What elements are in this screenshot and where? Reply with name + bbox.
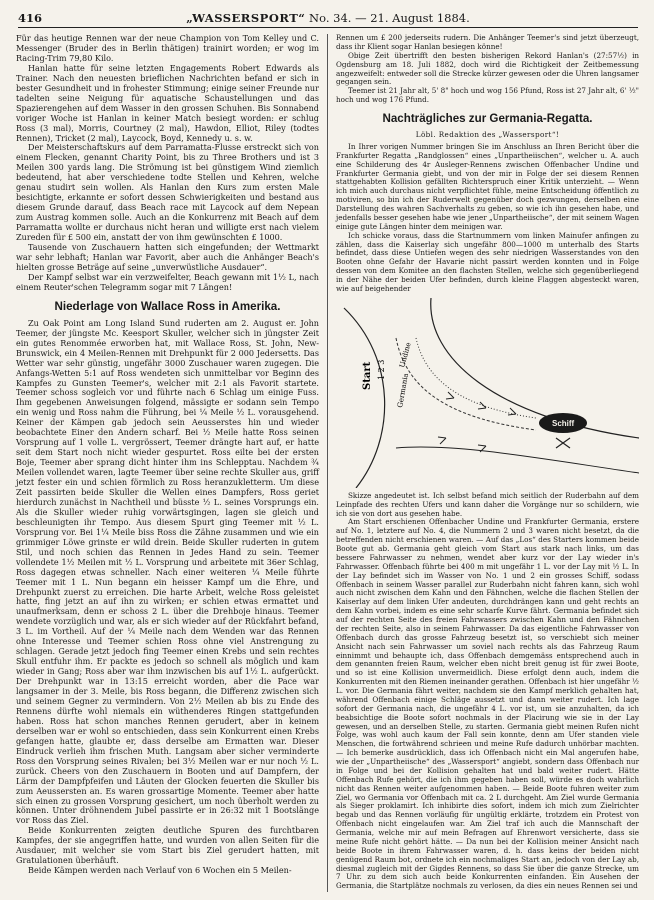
paragraph: Skizze angedeutet ist. Ich selbst befand mich seitlich der Ruderbahn auf dem Leinpfade des rechten Ufers und kann daher die Vorgänge nur so schildern, wie ich sie von dort aus gesehen habe. [336,490,639,518]
paragraph: Ich schicke voraus, dass die Startnummern vom linken Mainufer anfingen zu zählen, dass die Kaiserlay sich ungefähr 800—1000 m unterhalb des Starts befindet, dass diese Untiefen wegen des sehr niedrigen Wasserstandes von den Booten ohne Gefahr der Havarie nicht passirt werden konnten und in Folge dessen von dem Komitee an den flachsten Stellen, welche sich gegenüberliegend in der Nähe der beiden Ufer befinden, durch kleine Flaggen abgesteckt waren, wie auf beigehender [336,230,639,293]
running-title [158,10,498,26]
right-bank-line [431,298,639,438]
paragraph: Am Start erschienen Offenbacher Undine und Frankfurter Germania, erstere auf No. 1, letztere auf No. 4, die Nummern 2 und 3 waren nicht besetzt, da die betreffenden nicht erschienen waren. — Auf das „Los“ des Starters kommen beide Boote gut ab. Germania geht gleich vom Start aus stark nach links, um das bessere Fahrwasser zu nehmen, wendet aber kurz vor der Lay wieder in's Fahrwasser. Offenbach führte bei 400 m mit ungefähr 1 L. vor der Lay mit ½ L. In der Lay befindet sich im Wasser von No. 1 und 2 ein grosses Schiff, sodass Offenbach in seinem Wasser parallel zur Ruderbahn nicht fahren kann, sich wohl auch nicht zwischen dem Kahn und den Fähnchen, welche die flachen Stellen der Kaiserlay auf dem linken Ufer andeuten, durchdrängen kann und geht rechts an dem Kahn vorbei, indem es eine sehr scharfe Kurve fährt. Germania befindet sich auf der rechten Seite des freien Fahrwassers zwischen Kahn und den Fähnchen der rechten Seite, also in seinem Fahrwasser. Da das eigentliche Fahrwasser von Offenbach durch das grosse Fahrzeug besetzt ist, so verschiebt sich meiner Ansicht nach sein Fahrwasser um soviel nach rechts als das Fahrzeug Raum einnimmt und behaupte ich, dass Offenbach demgemäss entsprechend auch in dem genannten freien Raum, welcher eben nicht breit genug ist für zwei Boote, und so ist eine Kollision unvermeidlich. Diese erfolgt denn auch, indem die Konkurrenten mit den Riemen ineinander gerathen. Offenbach ist hier ungefähr ½ L. vor. Die Germania fährt weiter, nachdem sie den Kampf merklich gehalten hat, während Offenbach einige Schläge aussetzt und dann weiter rudert. Ich lage sofort der Germania nach, die ungefähr 4 L. vor ist, um sie anzuhalten, da ich beabsichtige die Boote sofort nochmals in der Placirung wie sie in der Lay gewesen, und an derselben Stelle, zu starten. Germania giebt meinen Rufen nicht Folge, was wohl auch kaum der Fall sein konnte, denn am Ufer standen viele Menschen, die fortwährend schrieen und meine Rufe dadurch unhörbar machten. — Ich bemerke ausdrücklich, dass ich Offenbach nicht ein Mal angerufen habe, wie der „Unpartheiische“ des „Wassersport“ angiebt, sondern dass Offenbach nur in Folge und bei der Kollision gehalten hat und bald weiter rudert. Hätte Offenbach Rufe gehört, die ich ihm gegeben haben soll, würde es doch wahrlich nicht das Rennen weiter aufgenommen haben. — Beide Boote fuhren weiter zum Ziel, wo Germania vor Offenbach mit ca. 2 L durchgeht. Am Ziel wurde Germania als Sieger proklamirt. Ich inhibirte dies sofort, indem ich mich zum Zielrichter begab und das Rennen vorläufig für ungültig erklärte, trotzdem ein Protest von Offenbach nicht eingelaufen war. Am Ziel traf ich auch die Mannschaft der Germania, welche mir auf mein Befragen auf Ehrenwort versicherte, dass sie meine Rufe nicht gehört hätte. — Da nun bei der Kollision meiner Ansicht nach beide Boote in ihrem Fahrwasser waren, d. h. dass keins der beiden nicht genügend Raum bot, ordnete ich ein nochmaliges Start an, jedoch von der Lay ab, diesmal zugleich mit der Gigdes Rennens, so dass Sie über die ganze Strecke, um 7 Uhr. zu dem sich auch beide Konkurrenten einfanden. Ein Ausehen der Germania, die Startplätze nochmals zu verlosen, da dies ein neues Rennen sei und [336,517,639,891]
course-sketch-svg [336,298,639,488]
column-divider [327,34,328,892]
paragraph: Der Meisterschaftskurs auf dem Parramatta-Flusse erstreckt sich von einem Flecken, genannt Charity Point, bis zu Three Brothers und ist 3 Meilen 300 yards lang. Die Strömung ist bei günstigem Wind ziemlich bedeutend, hat aber verschiedene todte Stellen und Kehren, welche genau studirt sein wollen. Als Hanlan den Kurs zum ersten Male besichtigte, erkannte er sofort dessen Schwierigkeiten und bestand aus diesem Grunde darauf, dass Beach race mit Laycock auf dem Nepean zum Austrag kommen solle. Auch an die Konkurrenz mit Beach auf dem Parramatta wollte er durchaus nicht heran und willigte erst nach vielem Zureden für £ 500 ein, anstatt der von ihm gewünschten £ 1000. [16,142,319,243]
article-heading: Niederlage von Wallace Ross in Amerika. [54,299,281,313]
left-bank-line [344,308,385,488]
flag-markers [438,392,516,452]
paragraph: Hanlan hatte für seine letzten Engagements Robert Edwards als Trainer. Nach den neuesten brieflichen Nachrichten befand er sich in bester Gesundheit und in frohester Stimmung; einige seiner Freunde nur tadelten seine Neigung für aquatische Schaustellungen und das Spazierengehen auf dem Wasser in den grossen Schuhen. Bis Sonnabend voriger Woche ist Hanlan in keiner Match besiegt worden: er schlug Ross (3 mal), Morris, Courtney (2 mal), Hawdon, Elliot, Riley (todtes Rennen), Tricket (2 mal), Laycock, Boyd, Kennedy u. s. w. [16,62,319,143]
collision-mark [556,438,570,448]
course-sketch [336,298,639,488]
paragraph: Der Kampf selbst war ein verzweifelter, Beach gewann mit 1½ L, nach einem Reuter'schen Telegramm sogar mit 7 Längen! [16,271,319,292]
page-header [18,10,638,26]
start-numbers: 1 2 3 [377,359,386,380]
paragraph: Beide Kämpen werden nach Verlauf von 6 Wochen ein 5 Meilen- [28,865,292,876]
paragraph: Obige Zeit übertrifft den besten bisherigen Rekord Hanlan's (27:57½) in Ogdensburg am 18. Juli 1882, doch wird die Richtigkeit der Zeitbemessung angezweifelt: entweder soll die Strecke kürzer gewesen oder die Uhren langsamer gegangen sein. [336,50,639,87]
lower-bank-line [396,447,639,473]
undine-label: Undine [398,341,413,369]
paragraph: Rennen um £ 200 jederseits rudern. Die Anhänger Teemer's sind jetzt überzeugt, dass ihr Klient sogar Hanlan besiegen könne! [336,33,639,51]
ship-label: Schiff [552,418,575,428]
undine-track [396,338,536,430]
paragraph: Tausende von Zuschauern hatten sich eingefunden; der Wettmarkt war sehr lebhaft; Hanlan war Favorit, aber auch die Anhänger Beach's hielten grosse Beträge auf seine „unverwüstliche Ausdauer“. [16,242,319,272]
article-heading: Nachträgliches zur Germania-Regatta. [382,112,593,125]
start-label: Start [362,361,373,390]
paragraph: Beide Konkurrenten zeigten deutliche Spuren des furchtbaren Kampfes, der sie angegriffen hatte, und wurden von allen Seiten für die Ausdauer, mit welcher sie vom Start bis Ziel gerudert hatten, mit Gratulationen überhäuft. [16,825,319,866]
journal-title: „WASSERSPORT“ [186,11,306,25]
page-number: 416 [18,11,43,25]
paragraph: Teemer ist 21 Jahr alt, 5' 8" hoch und wog 156 Pfund, Ross ist 27 Jahr alt, 6' ½" hoch und wog 176 Pfund. [336,86,639,105]
left-column [16,34,319,876]
germania-label: Germania [396,372,411,409]
paragraph: In Ihrer vorigen Nummer bringen Sie im Anschluss an Ihren Bericht über die Frankfurter Regatta „Randglossen“ eines „Unpartheiischen“, welcher u. A. auch eine Schilderung des 4r Ausleger-Rennens zwischen Offenbacher Undine und Frankfurter Germania giebt, und von der mir in Folge der sei diesem Rennen stattgehabten Kollision gefällten Richterspruch einer Kritik unterzieht. — Wenn ich mich auch durchaus nicht verpflichtet fühle, meine Entscheidung öffentlich zu motiviren, so bin ich der Ruderwelt gegenüber doch gezwungen, derselben eine Darstellung des wahren Sachverhalts zu geben, so wie ich ihn gesehen habe, und jedenfalls besser gesehen habe wie jener „Unpartheiische“, der mit seinem Wagen einige gute Längen hinter dem meinigen war. [336,141,639,231]
paragraph: Für das heutige Rennen war der neue Champion von Tom Kelley und C. Messenger (Bruder des in Berlin thätigen) trainirt worden; er wog im Racing-Trim 79,80 Kilo. [16,33,319,63]
issue-info: No. 34. — 21. August 1884. [305,11,470,25]
paragraph: Zu Oak Point am Long Island Sund ruderten am 2. August er. John Teemer, der jüngste Mc. Keesport Skuller, welcher sich in jüngster Zeit ein gutes Renommée erworben hat, mit Wallace Ross, St. John, New-Brunswick, ein 4 Meilen-Rennen mit Drehpunkt für 2 000 Jedersetts. Das Wetter war sehr günstig, ungefähr 3000 Zuschauer waren zugegen. Die Anfangs-Wetten 5:1 auf Ross wendeten sich unmittelbar vor Beginn des Kampfes zu Gunsten Teemer's, welcher mit 2:1 als Favorit startete. Teemer schoss sogleich vor und führte nach 6 Schlag um einige Fuss. Ihm gegebenen Anweisungen folgend, mässigte er sodann sein Tempo ein wenig und Ross nahm die Führung, bei ¼ Meile ½ L. vorausgehend. Keiner der Kämpen gab jedoch sein Aeusserstes hin und wieder beobachtete Einer den Andern scharf. Bei ½ Meile hatte Ross seinen Vorsprung auf 1 volle L. vergrössert, Teemer drängte hart auf, er hatte seit dem Start noch nicht wieder gespurtet. Ross eilte bei der ersten Boje, Teemer aber sprang dicht hinter ihm ins Schlepptau. Nachdem ¾ Meilen vollendet waren, lagte Teemer über seine rechte Skuller aus, griff jetzt fester ein und schien förmlich zu Ross heranzukletterm. Um diese Zeit passirten beide Skuller die Wellen eines Dampfers, Ross geriet hierdurch zunächst in Nachtheil und büsste ½ L. seines Vorsprungs ein. Als die Skuller wieder ruhig vorwärtsgingen, lagen sie gleich und beschleunigten ihr Tempo. Aus diesem Spurt ging Teemer mit ½ L. Vorsprung vor. Bei 1¼ Meile biss Ross die Zähne zusammen und wie ein grimmiger Löwe grinste er wild drein. Beide Skuller ruderten in gutem Stil, und noch schien das Rennen in Jedes Hand zu sein. Teemer vollendete 1½ Meilen mit ½ L. Vorsprung und arbeitete mit 36er Schlag, Ross dagegen etwas schneller. Nach einer weiteren ¼ Meile führte Teemer mit 1 L. Nun begann ein heisser Kampf um die Ehre, und Drehpunkt zuerst zu erreichen. Die harte Arbeit, welche Ross geleistet hatte, fing jetzt an auf ihn zu wirken; er schien etwas ermattet und unaufmerksam, denn er schoss 2 L. über die Drehboje hinaus. Teemer wendete vorzüglich und war, als er sich wieder auf der Rückfahrt befand, 3 L. im Vortheil. Auf der ¼ Meile nach dem Wenden war das Rennen ohne Interesse und Teemer schien Ross ohne viel Anstrengung zu schlagen. Gerade jetzt jedoch fing Teemer einen Krebs und sein rechtes Skull entfuhr ihm. Er packte es jedoch so schnell als möglich und kam wieder in Gang; Ross aber war ihm inzwischen bis auf 1½ L. aufgerückt. Der Drehpunkt war in 13:15 erreicht worden, aber die Pace war langsamer in der 3. Meile, bis Ross begann, die Differenz zwischen sich und seinem Gegner zu vermindern. Von 2½ Meilen ab bis zu Ende des Rennens dürfte wohl niemals ein wüthenderes Ringen stattgefunden haben. Ross hat schon manches Rennen gerudert, aber in keinem derselben war er wohl so entschieden, dass sein Konkurrent einen Krebs gefangen hatte, glaubte er, dass derselbe am Ermatten war. Dieser Eindruck verlieh ihm frischen Muth. Langsam aber sicher verminderte Ross den Vorsprung seines Rivalen; bei 3½ Meilen war er nur noch ½ L. zurück. Cheers von den Zuschauern in Booten und auf Dampfern, der Lärm der Dampfpfeifen und Läuten der Glocken feuerten die Skuller bis zum Aeussersten an. Es waren grossartige Momente. Teemer aber hatte sich einen zu grossen Vorsprung gesichert, um noch überholt werden zu können. Unter dröhnendem Jubel passirte er in 26:32 mit 1 Bootslänge vor Ross das Ziel. [16,317,319,826]
salutation: Löbl. Redaktion des „Wassersport“! [415,130,560,139]
right-column [336,34,639,891]
germania-track [416,338,536,418]
header-rule [18,27,638,28]
